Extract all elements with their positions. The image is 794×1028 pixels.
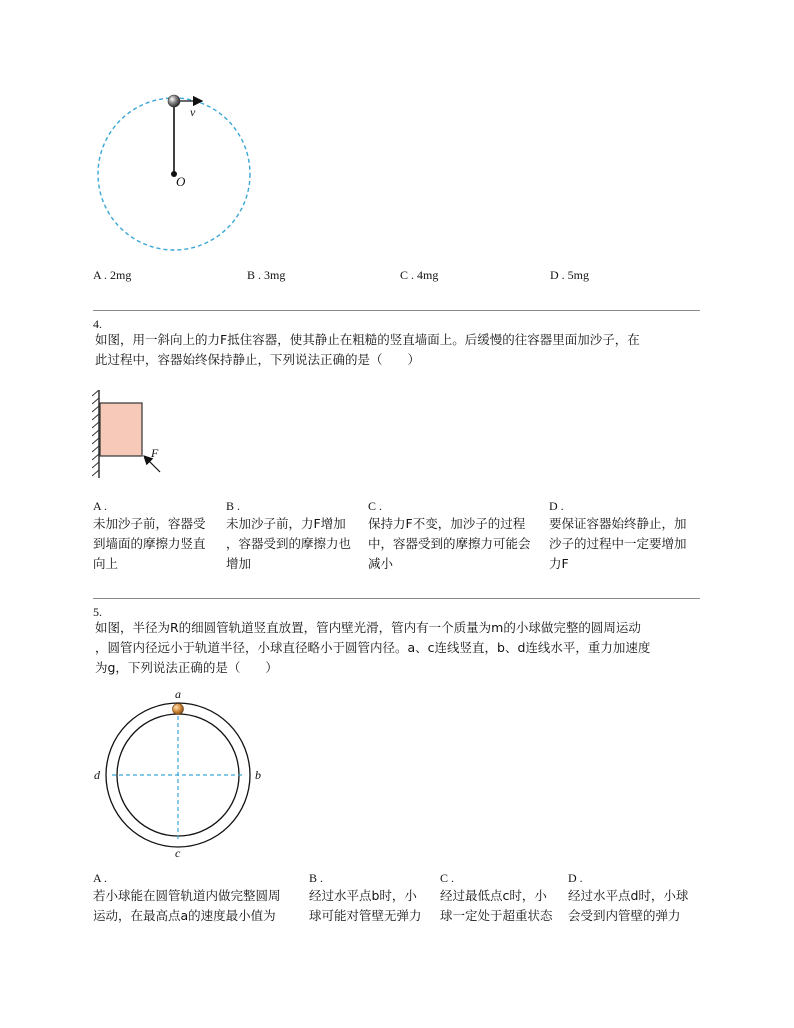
choice-line: 保持力F不变，加沙子的过程 [368, 516, 526, 531]
choice-line: 经过最低点c时，小 [440, 888, 547, 903]
choice-label: D . [568, 871, 583, 885]
choice-line: 力F [549, 556, 569, 571]
q3-option-a[interactable]: A . 2mg [93, 268, 132, 282]
choice-text [93, 886, 303, 926]
choice-line: 要保证容器始终静止，加 [549, 516, 687, 531]
choice-text [226, 514, 366, 574]
choice-text [93, 514, 223, 574]
choice-line: 未加沙子前，容器受 [93, 516, 206, 531]
choice-line: 未加沙子前，力F增加 [226, 516, 346, 531]
q3-option-d[interactable]: D . 5mg [550, 268, 589, 282]
q5-stem-line: 如图，半径为R的细圆管轨道竖直放置，管内壁光滑，管内有一个质量为m的小球做完整的圆周运动 [95, 620, 641, 635]
point-a-label: a [175, 687, 181, 701]
q4-choice-a[interactable] [93, 499, 223, 574]
choice-label: C . [440, 871, 455, 885]
q3-option-c[interactable]: C . 4mg [400, 268, 439, 282]
choice-label: D . [549, 499, 564, 513]
section-divider [93, 310, 700, 311]
choice-line: 增加 [226, 556, 252, 571]
q4-choice-d[interactable] [549, 499, 709, 574]
container-box [100, 403, 142, 456]
choice-line: 会受到内管壁的弹力 [568, 908, 681, 923]
choice-label: C . [368, 499, 383, 513]
q4-choice-c[interactable] [368, 499, 548, 574]
q5-choice-d[interactable] [568, 871, 708, 926]
center-label: O [176, 174, 186, 189]
q5-choice-b[interactable] [309, 871, 437, 926]
choice-text [309, 886, 437, 926]
choice-line: 若小球能在圆管轨道内做完整圆周 [93, 888, 281, 903]
choice-line: 到墙面的摩擦力竖直 [93, 536, 206, 551]
choice-label: A . [93, 499, 108, 513]
wall-container-figure [92, 390, 172, 480]
choice-line: 运动，在最高点a的速度最小值为 [93, 908, 276, 923]
force-label: F [151, 446, 159, 460]
choice-line: 减小 [368, 556, 394, 571]
q5-stem-line: 为g，下列说法正确的是（ ） [95, 660, 278, 675]
q5-choice-c[interactable] [440, 871, 565, 926]
choice-line: 中，容器受到的摩擦力可能会 [368, 536, 531, 551]
point-d-label: d [94, 768, 100, 782]
circular-tube-figure [88, 685, 268, 860]
velocity-label: v [190, 105, 196, 119]
q4-stem-line: 此过程中，容器始终保持静止，下列说法正确的是（ ） [95, 352, 421, 367]
choice-label: B . [309, 871, 324, 885]
choice-line: 向上 [93, 556, 119, 571]
wall-hatching [92, 390, 99, 478]
point-c-label: c [175, 846, 181, 860]
choice-line: 经过水平点d时，小球 [568, 888, 689, 903]
choice-text [568, 886, 708, 926]
choice-label: B . [226, 499, 241, 513]
choice-label: A . [93, 871, 108, 885]
q5-stem [95, 618, 705, 678]
q5-choice-a[interactable] [93, 871, 303, 926]
q4-stem-line: 如图，用一斜向上的力F抵住容器，使其静止在粗糙的竖直墙面上。后缓慢的往容器里面加沙子，在 [95, 332, 640, 347]
q4-choice-b[interactable] [226, 499, 366, 574]
q4-number: 4. [93, 317, 102, 331]
choice-line: 沙子的过程中一定要增加 [549, 536, 687, 551]
section-divider [93, 598, 700, 599]
choice-line: 球一定处于超重状态 [440, 908, 553, 923]
q5-number: 5. [93, 605, 102, 619]
point-b-label: b [255, 768, 261, 782]
ball [168, 95, 180, 107]
choice-line: 经过水平点b时，小 [309, 888, 417, 903]
q4-stem [95, 330, 705, 370]
tube-ball [173, 704, 184, 715]
choice-text [368, 514, 548, 574]
choice-line: ，容器受到的摩擦力也 [226, 536, 352, 551]
q3-option-b[interactable]: B . 3mg [247, 268, 286, 282]
q5-stem-line: ，圆管内径远小于轨道半径，小球直径略小于圆管内径。a、c连线竖直，b、d连线水平，重力加速度 [95, 640, 651, 655]
choice-line: 球可能对管壁无弹力 [309, 908, 422, 923]
circular-motion-figure [90, 85, 260, 260]
choice-text [549, 514, 709, 574]
choice-text [440, 886, 565, 926]
